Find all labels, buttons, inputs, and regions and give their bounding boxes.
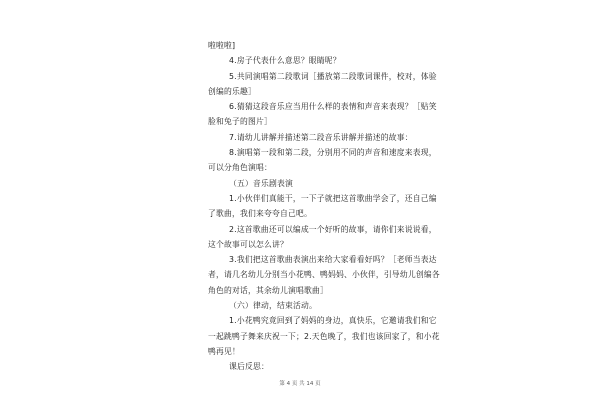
paragraph: 4.房子代表什么意思？眼睛呢？ (229, 56, 341, 66)
paragraph: 课后反思： (229, 362, 269, 372)
paragraph: 7.请幼儿讲解并描述第二段音乐讲解并描述的故事： (229, 132, 413, 142)
section-heading: （五）音乐剧表演 (229, 178, 293, 188)
paragraph: 2.这首歌曲还可以编成一个好听的故事，请你们来说说看，这个故事可以怎么讲？ (208, 224, 437, 249)
paragraph: 5.共同演唱第二段歌词［播放第二段歌词课件，校对，体验创编的乐趣］ (208, 71, 437, 96)
paragraph: 3.我们把这首歌曲表演出来给大家看看好吗？［老师当表达者，请几名幼儿分别当小花鸭、鸭妈妈、小伙伴，引导幼儿创编各角色的对话，其余幼儿演唱歌曲］ (208, 255, 440, 295)
document-body (208, 38, 440, 375)
paragraph: 啦啦啦] (208, 41, 236, 50)
paragraph: 8.演唱第一段和第二段，分别用不同的声音和速度来表现，可以分角色演唱： (208, 148, 437, 173)
section-heading: （六）律动，结束活动。 (229, 301, 317, 311)
page-number-footer: 第 4 页 共 14 页 (279, 381, 321, 387)
paragraph: 1.小花鸭究竟回到了妈妈的身边，真快乐，它邀请我们和它一起跳鸭子舞来庆祝一下；2.天色晚了，我们也该回家了，和小花鸭再见！ (208, 316, 440, 356)
paragraph: 6.猜猜这段音乐应当用什么样的表情和声音来表现？［贴笑脸和兔子的图片］ (208, 102, 437, 127)
paragraph: 1.小伙伴们真能干，一下子就把这首歌曲学会了，还自己编了歌曲，我们来夸夸自己吧。 (208, 193, 437, 219)
